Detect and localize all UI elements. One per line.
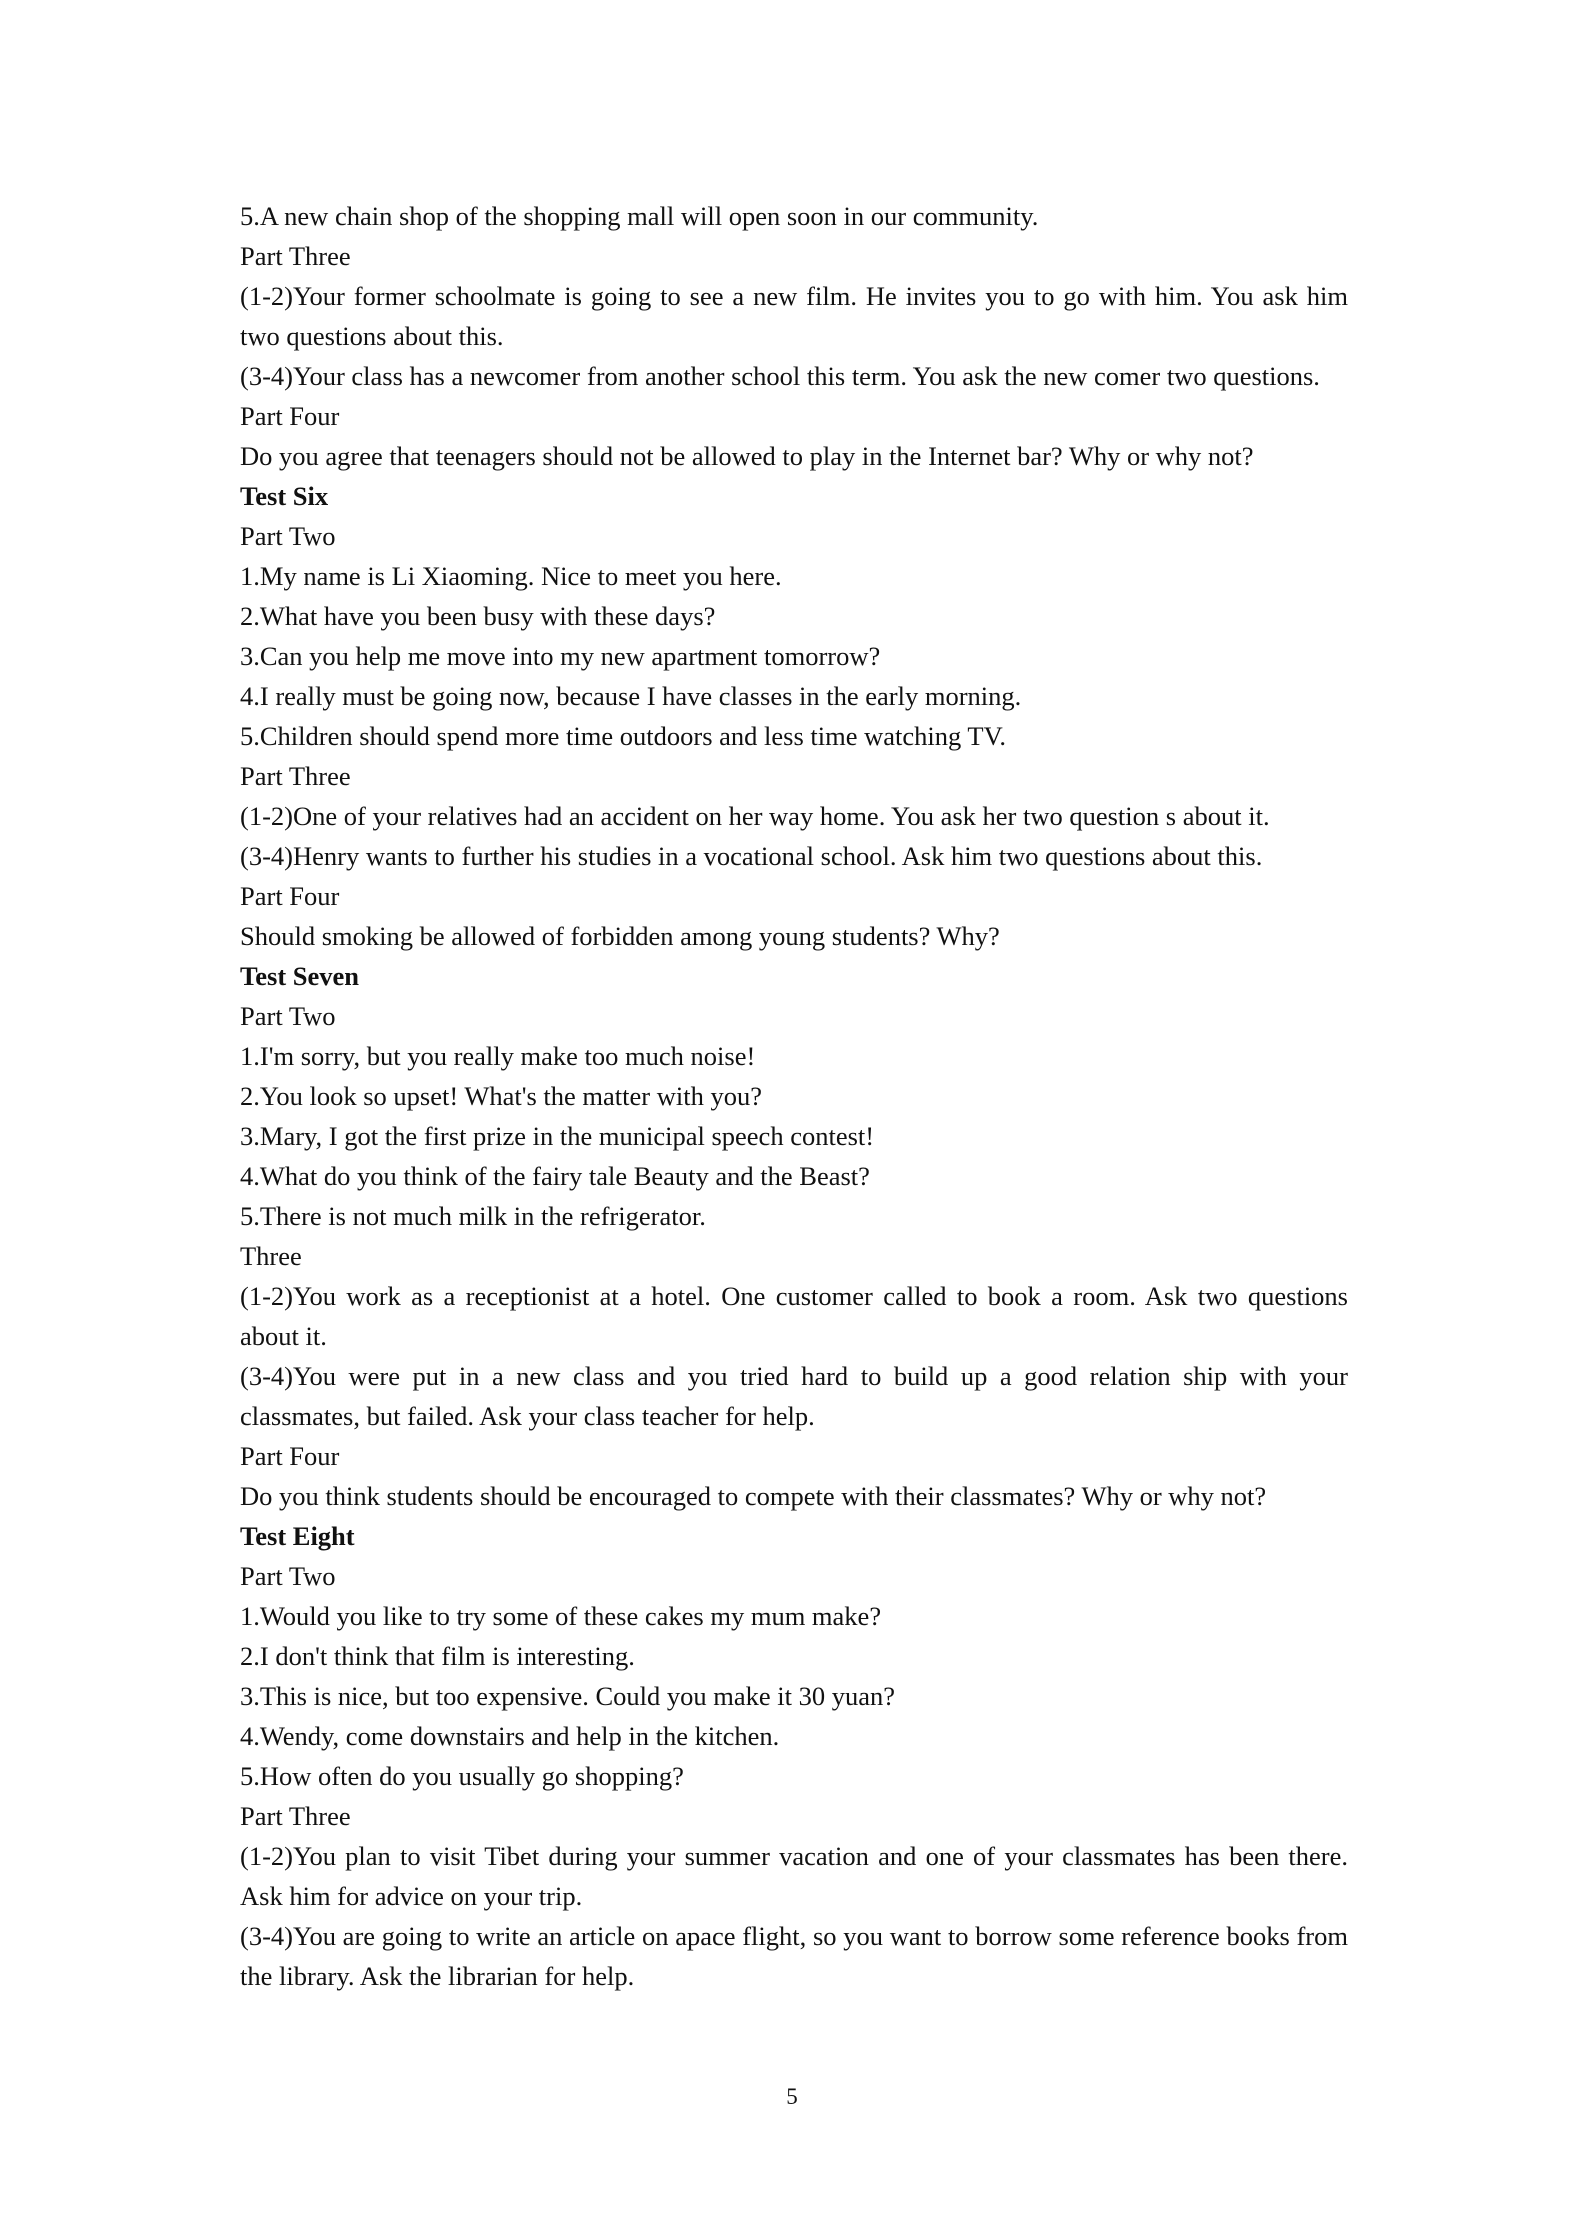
- part-label: Part Three: [240, 1801, 351, 1831]
- text-line: 1.I'm sorry, but you really make too much noise!: [240, 1041, 756, 1071]
- part-label: Part Three: [240, 241, 351, 271]
- part-label: Part Two: [240, 521, 336, 551]
- text-line: 1.My name is Li Xiaoming. Nice to meet you here.: [240, 561, 782, 591]
- text-line: 5.A new chain shop of the shopping mall will open soon in our community.: [240, 201, 1039, 231]
- text-line: 4.Wendy, come downstairs and help in the kitchen.: [240, 1721, 780, 1751]
- test-heading: Test Six: [240, 481, 329, 511]
- question-paragraph: (3-4)Your class has a newcomer from another school this term. You ask the new comer two questions.: [240, 361, 1320, 391]
- page-number: 5: [786, 2084, 798, 2109]
- text-line: Do you think students should be encouraged to compete with their classmates? Why or why not?: [240, 1481, 1267, 1511]
- part-label: Part Three: [240, 761, 351, 791]
- text-line: 3.Can you help me move into my new apartment tomorrow?: [240, 641, 881, 671]
- text-line: 5.How often do you usually go shopping?: [240, 1761, 684, 1791]
- text-line: 2.What have you been busy with these days?: [240, 601, 716, 631]
- test-heading: Test Eight: [240, 1521, 355, 1551]
- text-line: 3.Mary, I got the first prize in the municipal speech contest!: [240, 1121, 875, 1151]
- text-line: 5.There is not much milk in the refrigerator.: [240, 1201, 706, 1231]
- text-line: 2.I don't think that film is interesting.: [240, 1641, 635, 1671]
- question-paragraph: (1-2)Your former schoolmate is going to see a new film. He invites you to go with him. You ask him two questions about this.: [240, 281, 1348, 351]
- text-line: Do you agree that teenagers should not be allowed to play in the Internet bar? Why or why not?: [240, 441, 1254, 471]
- test-heading: Test Seven: [240, 961, 360, 991]
- text-line: (3-4)Henry wants to further his studies in a vocational school. Ask him two questions about this.: [240, 841, 1263, 871]
- question-paragraph: (3-4)You were put in a new class and you tried hard to build up a good relation ship with your classmates, but failed. Ask your class teacher for help.: [240, 1361, 1348, 1431]
- part-label: Part Two: [240, 1561, 336, 1591]
- part-label: Part Four: [240, 881, 340, 911]
- part-label: Part Two: [240, 1001, 336, 1031]
- question-paragraph: (1-2)You work as a receptionist at a hotel. One customer called to book a room. Ask two questions about it.: [240, 1281, 1348, 1351]
- text-line: 2.You look so upset! What's the matter with you?: [240, 1081, 762, 1111]
- question-paragraph: (1-2)You plan to visit Tibet during your summer vacation and one of your classmates has been there. Ask him for advice on your trip.: [240, 1841, 1348, 1911]
- part-label: Part Four: [240, 401, 340, 431]
- part-label: Part Four: [240, 1441, 340, 1471]
- text-line: 3.This is nice, but too expensive. Could you make it 30 yuan?: [240, 1681, 896, 1711]
- text-line: 4.I really must be going now, because I have classes in the early morning.: [240, 681, 1022, 711]
- text-line: Should smoking be allowed of forbidden among young students? Why?: [240, 921, 1000, 951]
- text-line: 5.Children should spend more time outdoors and less time watching TV.: [240, 721, 1006, 751]
- part-label: Three: [240, 1241, 302, 1271]
- text-line: (1-2)One of your relatives had an accident on her way home. You ask her two question s about it.: [240, 801, 1270, 831]
- text-line: 1.Would you like to try some of these cakes my mum make?: [240, 1601, 882, 1631]
- text-line: 4.What do you think of the fairy tale Beauty and the Beast?: [240, 1161, 870, 1191]
- question-paragraph: (3-4)You are going to write an article on apace flight, so you want to borrow some reference books from the library. Ask the librarian for help.: [240, 1921, 1348, 1991]
- page-content: [240, 196, 1348, 1996]
